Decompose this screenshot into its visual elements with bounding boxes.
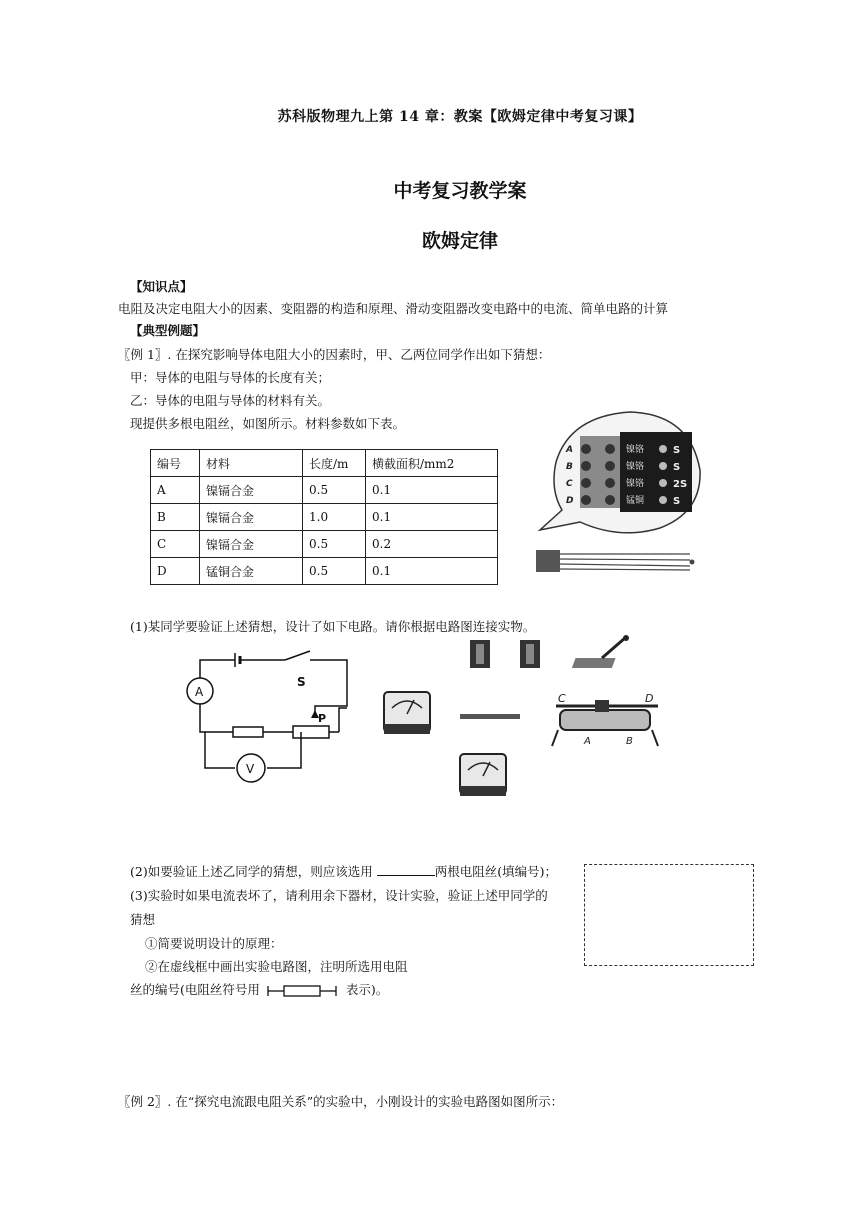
question-3-line2: 猜想: [130, 912, 156, 927]
ammeter-label: A: [195, 685, 204, 699]
guess-yi: 乙：导体的电阻与导体的材料有关。: [130, 393, 331, 408]
guess-jia: 甲：导体的电阻与导体的长度有关；: [130, 370, 331, 385]
resistance-wire-board-figure: [530, 400, 710, 590]
table-cell: 镍镉合金: [200, 504, 303, 531]
knife-switch-icon: [572, 635, 629, 668]
table-row: [151, 531, 498, 558]
question-2-suffix: 两根电阻丝(填编号)；: [434, 864, 557, 879]
table-cell: D: [151, 558, 200, 585]
question-3-part-c: [130, 980, 388, 999]
board-material-d: 锰铜: [626, 496, 645, 506]
table-row: [151, 477, 498, 504]
example1-intro: 〖例 1〗. 在探究影响导体电阻大小的因素时，甲、乙两位同学作出如下猜想：: [118, 347, 551, 362]
examples-heading: 【典型例题】: [130, 323, 206, 338]
voltmeter-label: V: [246, 762, 255, 776]
table-cell: 镍镉合金: [200, 477, 303, 504]
table-cell: C: [151, 531, 200, 558]
board-material-b: 镍铬: [626, 462, 645, 472]
question-3-part-b: ②在虚线框中画出实验电路图，注明所选用电阻: [145, 959, 408, 974]
table-cell: 镍镉合金: [200, 531, 303, 558]
rheostat-label-c: C: [558, 692, 566, 705]
provided-text: 现提供多根电阻丝，如图所示。材料参数如下表。: [130, 416, 406, 431]
table-cell: 锰铜合金: [200, 558, 303, 585]
switch-label: S: [297, 675, 306, 689]
battery-icon: [520, 640, 540, 668]
board-letter-c: C: [566, 479, 573, 489]
board-material-a: 镍铬: [626, 445, 645, 455]
question-3-part-c-suffix: 表示)。: [345, 982, 389, 997]
header-cell: 长度/m: [303, 450, 366, 477]
rheostat-icon: [552, 692, 658, 747]
board-letter-d: D: [566, 496, 574, 506]
question-3-line1: (3)实验时如果电流表坏了，请利用余下器材，设计实验，验证上述甲同学的: [130, 888, 548, 903]
table-header-row: [151, 450, 498, 477]
board-size-c: 2S: [673, 479, 688, 490]
parameter-table: [150, 449, 498, 585]
question-3-part-c-prefix: 丝的编号(电阻丝符号用: [130, 982, 260, 997]
table-row: [151, 504, 498, 531]
header-cell: 材料: [200, 450, 303, 477]
question-1: (1)某同学要验证上述猜想，设计了如下电路。请你根据电路图连接实物。: [130, 619, 536, 634]
voltmeter-device-icon: [460, 754, 506, 796]
circuit-diagram: [175, 648, 365, 788]
table-cell: 1.0: [303, 504, 366, 531]
slider-label: P: [318, 712, 327, 725]
table-cell: 0.1: [366, 504, 498, 531]
knowledge-text: 电阻及决定电阻大小的因素、变阻器的构造和原理、滑动变阻器改变电路中的电流、简单电路的计算: [118, 301, 669, 316]
header-cell: 编号: [151, 450, 200, 477]
board-letter-a: A: [566, 445, 573, 455]
resistor-wire-icon: [460, 714, 520, 719]
page-subtitle: 欧姆定律: [421, 230, 498, 252]
page-title: 中考复习教学案: [393, 180, 527, 202]
ammeter-device-icon: [384, 692, 430, 734]
board-size-d: S: [673, 496, 681, 507]
document-header: 苏科版物理九上第 14 章：教案【欧姆定律中考复习课】: [277, 109, 643, 125]
physical-components-figure: [380, 632, 680, 802]
circuit-drawing-box[interactable]: [584, 864, 754, 966]
table-row: [151, 558, 498, 585]
example2-intro: 〖例 2〗. 在“探究电流跟电阻关系”的实验中，小刚设计的实验电路图如图所示：: [118, 1094, 564, 1109]
board-letter-b: B: [566, 462, 573, 472]
question-2-prefix: (2)如要验证上述乙同学的猜想，则应该选用: [130, 864, 373, 879]
table-cell: 0.5: [303, 558, 366, 585]
board-size-a: S: [673, 445, 681, 456]
board-size-b: S: [673, 462, 681, 473]
resistor-symbol-icon: [266, 983, 340, 999]
table-cell: B: [151, 504, 200, 531]
answer-blank[interactable]: [377, 864, 435, 876]
battery-icon: [470, 640, 490, 668]
rheostat-label-a: A: [584, 736, 591, 747]
rheostat-label-d: D: [645, 692, 654, 705]
table-cell: 0.5: [303, 531, 366, 558]
table-cell: 0.1: [366, 558, 498, 585]
table-cell: 0.2: [366, 531, 498, 558]
question-3-part-a: ①简要说明设计的原理：: [145, 936, 283, 951]
header-cell: 横截面积/mm2: [366, 450, 498, 477]
board-material-c: 镍铬: [626, 479, 645, 489]
table-cell: 0.1: [366, 477, 498, 504]
rheostat-label-b: B: [626, 736, 633, 747]
question-2: [130, 862, 557, 880]
table-cell: 0.5: [303, 477, 366, 504]
table-cell: A: [151, 477, 200, 504]
knowledge-heading: 【知识点】: [130, 279, 193, 294]
